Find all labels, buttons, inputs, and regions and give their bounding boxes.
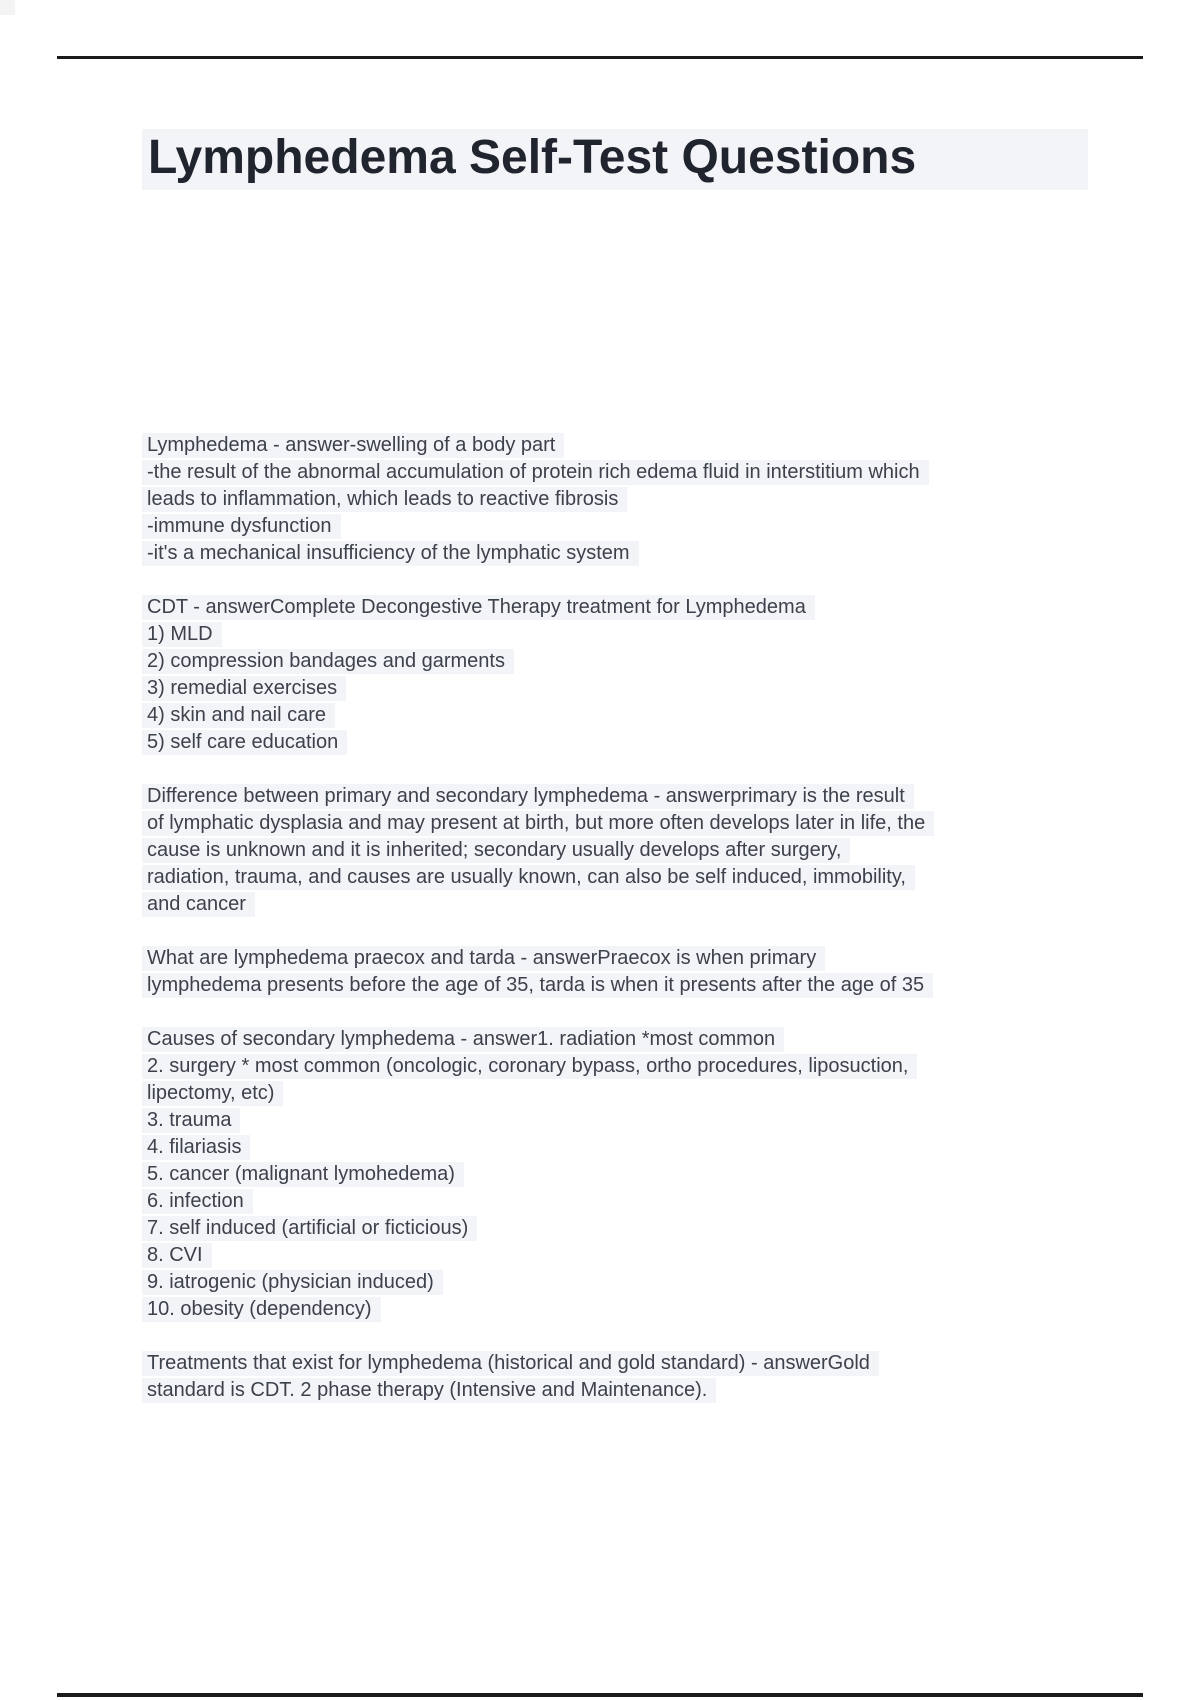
text-line: lymphedema presents before the age of 35, tarda is when it presents after the age of 35 — [142, 973, 933, 998]
bottom-rule — [57, 1693, 1143, 1697]
text-line: 2. surgery * most common (oncologic, coronary bypass, ortho procedures, liposuction, — [142, 1054, 917, 1079]
text-line: leads to inflammation, which leads to reactive fibrosis — [142, 487, 627, 512]
text-line: Difference between primary and secondary lymphedema - answerprimary is the result — [142, 784, 914, 809]
text-line: 8. CVI — [142, 1243, 212, 1268]
qa-block — [142, 432, 1072, 567]
page-title — [142, 131, 1088, 185]
text-line: and cancer — [142, 892, 255, 917]
text-line: -it's a mechanical insufficiency of the lymphatic system — [142, 541, 639, 566]
text-line: 4) skin and nail care — [142, 703, 335, 728]
text-line: 5) self care education — [142, 730, 347, 755]
text-line: 3. trauma — [142, 1108, 240, 1133]
text-line: cause is unknown and it is inherited; secondary usually develops after surgery, — [142, 838, 850, 863]
text-line: 10. obesity (dependency) — [142, 1297, 381, 1322]
text-line: CDT - answerComplete Decongestive Therapy treatment for Lymphedema — [142, 595, 815, 620]
text-line: 3) remedial exercises — [142, 676, 346, 701]
text-line: 9. iatrogenic (physician induced) — [142, 1270, 443, 1295]
page-title-text: Lymphedema Self-Test Questions — [142, 129, 1088, 190]
text-line: -immune dysfunction — [142, 514, 341, 539]
text-line: What are lymphedema praecox and tarda - answerPraecox is when primary — [142, 946, 825, 971]
text-line: 1) MLD — [142, 622, 222, 647]
text-line: Treatments that exist for lymphedema (historical and gold standard) - answerGold — [142, 1351, 879, 1376]
qa-block — [142, 783, 1072, 918]
text-line: 5. cancer (malignant lymohedema) — [142, 1162, 464, 1187]
qa-block — [142, 945, 1072, 999]
qa-block — [142, 1350, 1072, 1404]
text-line: 4. filariasis — [142, 1135, 250, 1160]
qa-block — [142, 594, 1072, 756]
text-line: 7. self induced (artificial or ficticious) — [142, 1216, 477, 1241]
text-line: Lymphedema - answer-swelling of a body part — [142, 433, 564, 458]
text-line: -the result of the abnormal accumulation of protein rich edema fluid in interstitium which — [142, 460, 929, 485]
text-line: radiation, trauma, and causes are usually known, can also be self induced, immobility, — [142, 865, 915, 890]
document-body — [142, 432, 1072, 1404]
qa-block — [142, 1026, 1072, 1323]
text-line: 2) compression bandages and garments — [142, 649, 514, 674]
text-line: standard is CDT. 2 phase therapy (Intensive and Maintenance). — [142, 1378, 716, 1403]
text-line: lipectomy, etc) — [142, 1081, 283, 1106]
top-rule — [57, 56, 1143, 59]
text-line: Causes of secondary lymphedema - answer1. radiation *most common — [142, 1027, 784, 1052]
corner-artifact — [0, 0, 15, 15]
text-line: 6. infection — [142, 1189, 253, 1214]
text-line: of lymphatic dysplasia and may present at birth, but more often develops later in life, the — [142, 811, 934, 836]
